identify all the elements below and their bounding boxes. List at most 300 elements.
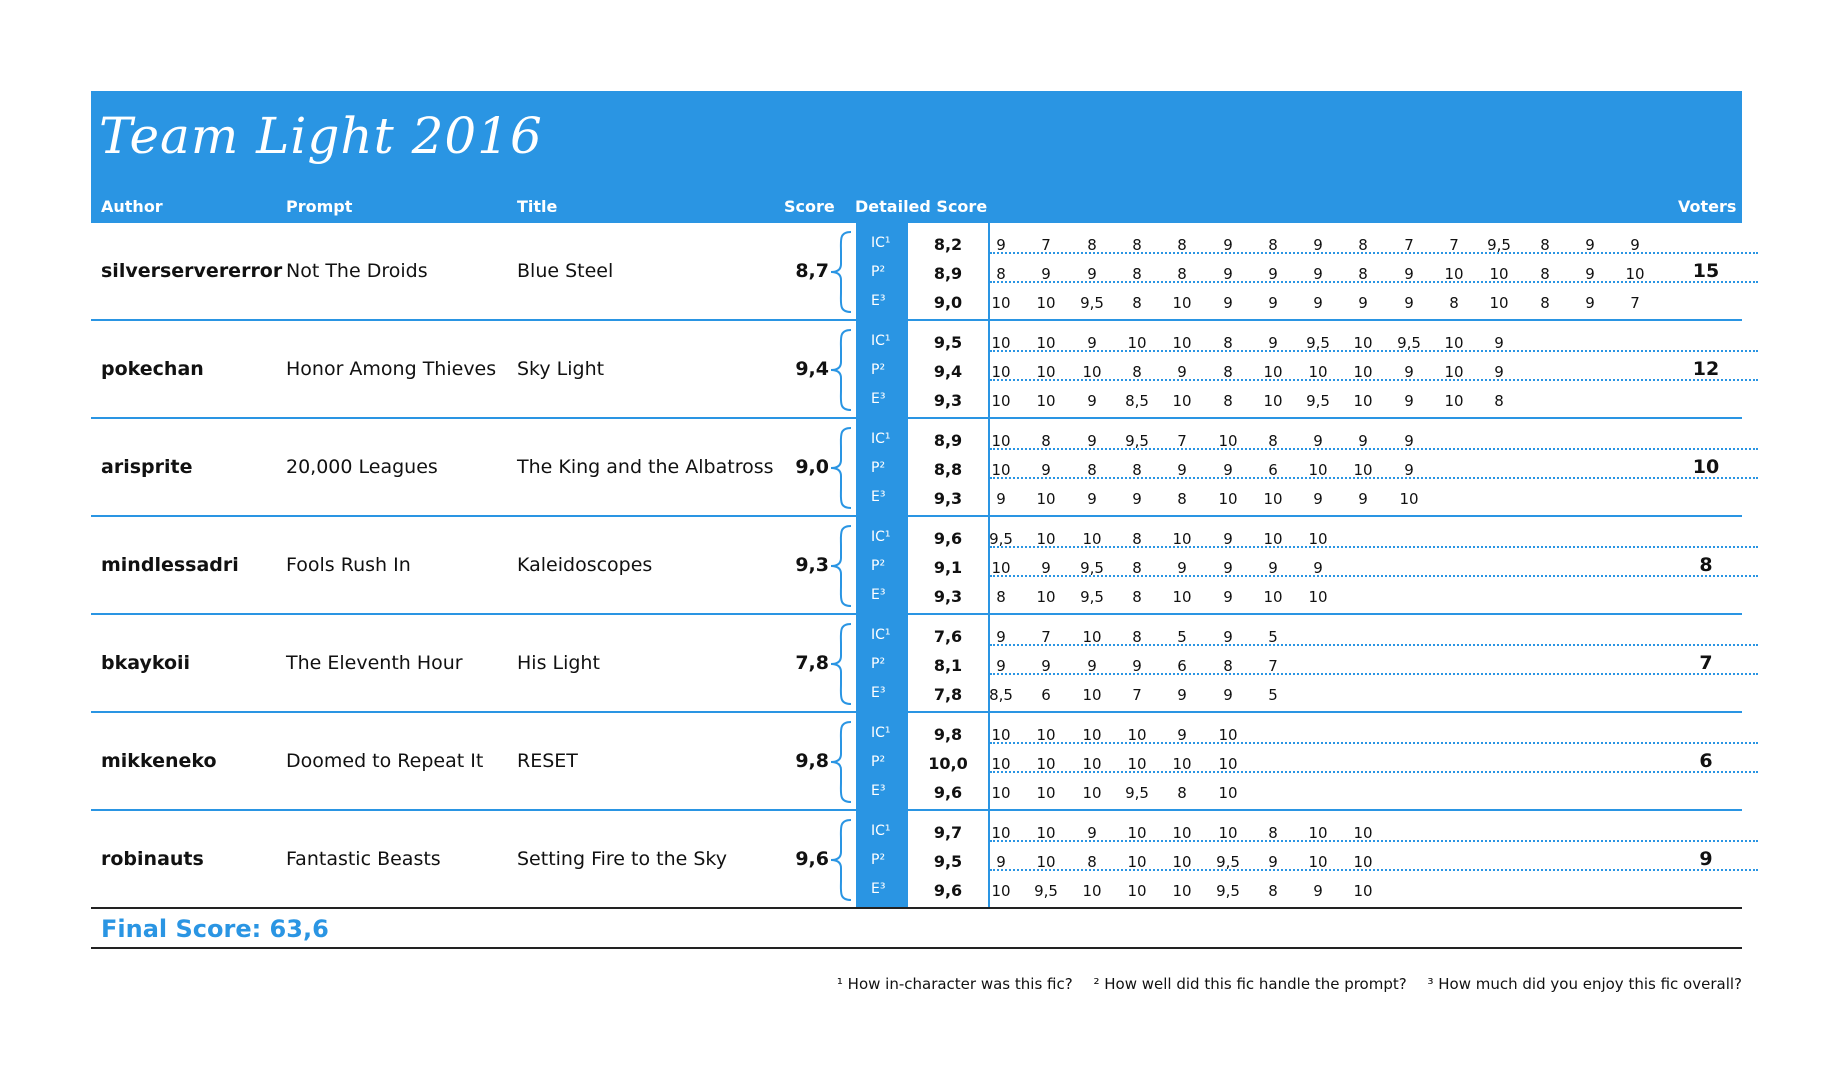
score-table — [91, 223, 1742, 909]
vote-value: 10 — [1489, 294, 1509, 312]
vote-value: 9 — [996, 657, 1006, 675]
vote-value: 10 — [1218, 726, 1238, 744]
vote-value: 8 — [1132, 628, 1142, 646]
criterion-label: E³ — [871, 391, 886, 407]
vote-value: 10 — [991, 392, 1011, 410]
vote-value: 10 — [1353, 882, 1373, 900]
vote-value: 9 — [1268, 294, 1278, 312]
criterion-average: 7,8 — [933, 685, 963, 704]
criterion-average: 9,1 — [933, 558, 963, 577]
row-score: 9,6 — [795, 848, 829, 870]
vote-value: 10 — [1036, 824, 1056, 842]
vote-value: 10 — [991, 824, 1011, 842]
col-header-title: Title — [517, 197, 558, 216]
vote-value: 7 — [1132, 686, 1142, 704]
header-banner — [91, 91, 1742, 223]
vote-value: 10 — [1172, 853, 1192, 871]
vote-value: 9 — [1494, 334, 1504, 352]
vote-value: 9 — [1585, 236, 1595, 254]
vote-value: 10 — [1218, 432, 1238, 450]
final-score-bar — [91, 909, 1742, 949]
vote-value: 9 — [1404, 392, 1414, 410]
vote-value: 10 — [991, 334, 1011, 352]
vote-value: 10 — [1082, 755, 1102, 773]
criterion-label: E³ — [871, 489, 886, 505]
vote-value: 9 — [996, 490, 1006, 508]
vote-value: 6 — [1268, 461, 1278, 479]
col-header-prompt: Prompt — [286, 197, 353, 216]
author-name: mindlessadri — [101, 554, 239, 576]
results-sheet — [91, 91, 1742, 949]
vote-value: 8,5 — [989, 686, 1013, 704]
criterion-average: 8,1 — [933, 656, 963, 675]
vote-value: 7 — [1268, 657, 1278, 675]
vote-value: 9 — [1313, 559, 1323, 577]
vote-value: 10 — [1172, 755, 1192, 773]
criterion-average: 9,6 — [933, 529, 963, 548]
vote-value: 10 — [1036, 294, 1056, 312]
col-header-score: Score — [784, 197, 835, 216]
vote-value: 10 — [1082, 726, 1102, 744]
criterion-average: 8,9 — [933, 264, 963, 283]
criterion-label: IC¹ — [871, 235, 891, 251]
vote-value: 10 — [1444, 392, 1464, 410]
vote-value: 10 — [1444, 363, 1464, 381]
vote-value: 10 — [1172, 824, 1192, 842]
vote-value: 10 — [991, 461, 1011, 479]
row-score: 7,8 — [795, 652, 829, 674]
vote-value: 9 — [1177, 726, 1187, 744]
vote-value: 8 — [1132, 588, 1142, 606]
prompt-name: 20,000 Leagues — [286, 456, 438, 478]
criterion-average: 9,5 — [933, 852, 963, 871]
vote-value: 8 — [1540, 294, 1550, 312]
vote-value: 10 — [1127, 334, 1147, 352]
vote-value: 9 — [1223, 461, 1233, 479]
criterion-average: 7,6 — [933, 627, 963, 646]
criterion-average: 9,7 — [933, 823, 963, 842]
criterion-average: 9,3 — [933, 587, 963, 606]
vote-value: 8 — [1223, 334, 1233, 352]
vote-value: 8 — [1177, 784, 1187, 802]
vote-value: 10 — [1036, 530, 1056, 548]
vote-value: 9 — [1223, 236, 1233, 254]
vote-value: 8 — [1494, 392, 1504, 410]
vote-value: 8 — [1177, 265, 1187, 283]
vote-value: 9 — [996, 628, 1006, 646]
col-header-detailed-score: Detailed Score — [855, 197, 988, 216]
vote-value: 10 — [991, 755, 1011, 773]
author-name: bkaykoii — [101, 652, 191, 674]
vote-value: 10 — [1263, 530, 1283, 548]
fic-title: His Light — [517, 652, 600, 674]
vote-value: 8 — [1132, 363, 1142, 381]
criterion-average: 9,4 — [933, 362, 963, 381]
vote-value: 10 — [1127, 755, 1147, 773]
vote-value: 9 — [996, 236, 1006, 254]
vote-value: 5 — [1177, 628, 1187, 646]
vote-value: 8,5 — [1125, 392, 1149, 410]
vote-value: 8 — [1268, 236, 1278, 254]
vote-value: 9 — [1132, 490, 1142, 508]
vote-value: 9,5 — [1306, 392, 1330, 410]
vote-value: 9 — [1358, 294, 1368, 312]
vote-value: 9 — [1268, 853, 1278, 871]
vote-value: 9 — [1404, 265, 1414, 283]
vote-value: 10 — [1308, 588, 1328, 606]
vote-value: 10 — [1489, 265, 1509, 283]
vote-value: 9,5 — [1080, 559, 1104, 577]
fic-title: RESET — [517, 750, 578, 772]
vote-value: 9 — [1132, 657, 1142, 675]
vote-value: 9 — [1087, 432, 1097, 450]
criterion-label: P² — [871, 264, 886, 280]
vote-value: 9 — [1087, 334, 1097, 352]
footnote-p: ² How well did this fic handle the prompt? — [1093, 975, 1407, 993]
vote-value: 9 — [1494, 363, 1504, 381]
vote-value: 10 — [1172, 530, 1192, 548]
vote-value: 10 — [1172, 294, 1192, 312]
vote-value: 7 — [1177, 432, 1187, 450]
vote-value: 5 — [1268, 628, 1278, 646]
vote-value: 10 — [1353, 824, 1373, 842]
criterion-label: IC¹ — [871, 627, 891, 643]
criterion-average: 9,5 — [933, 333, 963, 352]
vote-value: 10 — [1399, 490, 1419, 508]
vote-value: 8 — [996, 265, 1006, 283]
criterion-label: IC¹ — [871, 431, 891, 447]
vote-value: 8 — [1087, 461, 1097, 479]
vote-value: 10 — [991, 559, 1011, 577]
criterion-average: 8,8 — [933, 460, 963, 479]
vote-value: 8 — [1177, 236, 1187, 254]
vote-value: 10 — [991, 726, 1011, 744]
vote-value: 8 — [1132, 236, 1142, 254]
row-score: 9,8 — [795, 750, 829, 772]
vote-value: 9 — [1177, 363, 1187, 381]
prompt-name: Fantastic Beasts — [286, 848, 441, 870]
vote-value: 9,5 — [1125, 784, 1149, 802]
vote-value: 8 — [996, 588, 1006, 606]
col-header-voters: Voters — [1678, 197, 1737, 216]
vote-value: 10 — [1353, 392, 1373, 410]
vote-value: 8 — [1540, 236, 1550, 254]
curly-brace-icon — [827, 426, 855, 510]
fic-title: Blue Steel — [517, 260, 614, 282]
vote-value: 9 — [1313, 236, 1323, 254]
vote-value: 8 — [1223, 363, 1233, 381]
vote-value: 10 — [1172, 588, 1192, 606]
vote-value: 8 — [1268, 824, 1278, 842]
vote-value: 9,5 — [1216, 853, 1240, 871]
vote-value: 10 — [1218, 490, 1238, 508]
vote-value: 9,5 — [1216, 882, 1240, 900]
vote-value: 10 — [1263, 363, 1283, 381]
curly-brace-icon — [827, 524, 855, 608]
vote-value: 9 — [1087, 392, 1097, 410]
vote-value: 9 — [1041, 657, 1051, 675]
vote-value: 10 — [1036, 784, 1056, 802]
voter-count: 10 — [1692, 456, 1720, 478]
fic-title: Kaleidoscopes — [517, 554, 653, 576]
vote-value: 10 — [1127, 882, 1147, 900]
row-score: 9,0 — [795, 456, 829, 478]
vote-value: 9 — [1268, 265, 1278, 283]
criterion-label: E³ — [871, 293, 886, 309]
vote-value: 8 — [1358, 265, 1368, 283]
vote-value: 9,5 — [1397, 334, 1421, 352]
criterion-label: IC¹ — [871, 725, 891, 741]
criterion-label: E³ — [871, 685, 886, 701]
vote-value: 10 — [1082, 628, 1102, 646]
criterion-label: E³ — [871, 587, 886, 603]
criterion-average: 10,0 — [928, 754, 968, 773]
criterion-label: IC¹ — [871, 823, 891, 839]
team-row — [91, 713, 1742, 811]
vote-value: 8 — [1223, 657, 1233, 675]
prompt-name: The Eleventh Hour — [286, 652, 463, 674]
vote-value: 9 — [1404, 363, 1414, 381]
vote-value: 10 — [1444, 334, 1464, 352]
author-name: robinauts — [101, 848, 204, 870]
voter-count: 15 — [1692, 260, 1720, 282]
vote-value: 10 — [1036, 490, 1056, 508]
vote-value: 10 — [1172, 392, 1192, 410]
vote-value: 9 — [1630, 236, 1640, 254]
curly-brace-icon — [827, 818, 855, 902]
fic-title: Sky Light — [517, 358, 605, 380]
vote-value: 10 — [1036, 392, 1056, 410]
vote-value: 9 — [1087, 657, 1097, 675]
vote-value: 10 — [1308, 853, 1328, 871]
voter-count: 7 — [1699, 652, 1713, 674]
vote-value: 9 — [1404, 461, 1414, 479]
criterion-label: P² — [871, 460, 886, 476]
vote-value: 10 — [1172, 882, 1192, 900]
vote-value: 7 — [1041, 236, 1051, 254]
vote-value: 9 — [1404, 432, 1414, 450]
vote-value: 8 — [1540, 265, 1550, 283]
vote-value: 10 — [1308, 824, 1328, 842]
criterion-average: 9,6 — [933, 881, 963, 900]
criterion-average: 9,3 — [933, 391, 963, 410]
vote-value: 9 — [1404, 294, 1414, 312]
col-header-author: Author — [101, 197, 163, 216]
voter-count: 9 — [1699, 848, 1713, 870]
vote-value: 10 — [1127, 824, 1147, 842]
footnotes — [91, 975, 1742, 993]
curly-brace-icon — [827, 328, 855, 412]
vote-value: 8 — [1177, 490, 1187, 508]
vote-value: 10 — [1308, 363, 1328, 381]
vote-value: 10 — [1353, 334, 1373, 352]
criterion-label: P² — [871, 656, 886, 672]
fic-title: The King and the Albatross — [517, 456, 774, 478]
team-row — [91, 517, 1742, 615]
vote-value: 8 — [1132, 294, 1142, 312]
vote-value: 10 — [1036, 363, 1056, 381]
vote-value: 9 — [1313, 432, 1323, 450]
vote-value: 9 — [1177, 686, 1187, 704]
vote-value: 6 — [1177, 657, 1187, 675]
vote-value: 9,5 — [1034, 882, 1058, 900]
prompt-name: Honor Among Thieves — [286, 358, 497, 380]
author-name: silverservererror — [101, 260, 283, 282]
vote-value: 9 — [1313, 490, 1323, 508]
vote-value: 9 — [1087, 490, 1097, 508]
vote-value: 10 — [1127, 853, 1147, 871]
criterion-label: P² — [871, 362, 886, 378]
vote-value: 10 — [1036, 853, 1056, 871]
vote-value: 9 — [1223, 686, 1233, 704]
team-row — [91, 615, 1742, 713]
vote-value: 10 — [1036, 726, 1056, 744]
vote-value: 5 — [1268, 686, 1278, 704]
criterion-label: E³ — [871, 783, 886, 799]
team-row — [91, 419, 1742, 517]
vote-value: 10 — [991, 784, 1011, 802]
criterion-label: P² — [871, 558, 886, 574]
vote-value: 6 — [1041, 686, 1051, 704]
criterion-average: 9,6 — [933, 783, 963, 802]
vote-value: 9,5 — [1125, 432, 1149, 450]
vote-value: 9,5 — [1487, 236, 1511, 254]
vote-value: 10 — [1353, 853, 1373, 871]
vote-value: 10 — [991, 882, 1011, 900]
vote-value: 8 — [1132, 559, 1142, 577]
vote-value: 9 — [1313, 294, 1323, 312]
footnote-e: ³ How much did you enjoy this fic overall? — [1427, 975, 1742, 993]
vote-value: 9,5 — [1080, 294, 1104, 312]
vote-value: 8 — [1132, 461, 1142, 479]
vote-value: 8 — [1449, 294, 1459, 312]
vote-value: 10 — [1263, 490, 1283, 508]
vote-value: 9 — [1223, 265, 1233, 283]
criterion-average: 9,3 — [933, 489, 963, 508]
vote-value: 9 — [1313, 882, 1323, 900]
vote-value: 9 — [1313, 265, 1323, 283]
vote-value: 10 — [1444, 265, 1464, 283]
curly-brace-icon — [827, 622, 855, 706]
criterion-label: IC¹ — [871, 333, 891, 349]
vote-value: 10 — [1353, 363, 1373, 381]
voter-count: 6 — [1699, 750, 1713, 772]
vote-value: 10 — [1082, 784, 1102, 802]
row-score: 8,7 — [795, 260, 829, 282]
vote-value: 9 — [1223, 628, 1233, 646]
author-name: pokechan — [101, 358, 204, 380]
vote-value: 7 — [1041, 628, 1051, 646]
vote-value: 9 — [1087, 265, 1097, 283]
criterion-label: P² — [871, 852, 886, 868]
criterion-label: IC¹ — [871, 529, 891, 545]
vote-value: 9 — [1358, 432, 1368, 450]
curly-brace-icon — [827, 720, 855, 804]
vote-value: 10 — [1308, 461, 1328, 479]
vote-value: 8 — [1132, 530, 1142, 548]
vote-value: 7 — [1449, 236, 1459, 254]
vote-value: 9 — [1041, 559, 1051, 577]
vote-value: 10 — [1353, 461, 1373, 479]
vote-value: 9,5 — [989, 530, 1013, 548]
vote-value: 9 — [996, 853, 1006, 871]
vote-value: 8 — [1223, 392, 1233, 410]
vote-value: 10 — [1263, 588, 1283, 606]
vote-value: 9 — [1268, 334, 1278, 352]
row-score: 9,3 — [795, 554, 829, 576]
vote-value: 9 — [1177, 559, 1187, 577]
criterion-label: E³ — [871, 881, 886, 897]
vote-value: 10 — [1082, 686, 1102, 704]
vote-value: 8 — [1087, 236, 1097, 254]
vote-value: 10 — [1036, 334, 1056, 352]
voter-count: 12 — [1692, 358, 1720, 380]
voter-count: 8 — [1699, 554, 1713, 576]
vote-value: 10 — [1263, 392, 1283, 410]
prompt-name: Fools Rush In — [286, 554, 411, 576]
team-row — [91, 223, 1742, 321]
criterion-average: 8,9 — [933, 431, 963, 450]
vote-value: 8 — [1041, 432, 1051, 450]
vote-value: 9 — [1585, 294, 1595, 312]
criterion-label: P² — [871, 754, 886, 770]
vote-value: 10 — [1082, 530, 1102, 548]
vote-value: 9,5 — [1080, 588, 1104, 606]
vote-value: 10 — [1218, 784, 1238, 802]
team-row — [91, 321, 1742, 419]
criterion-average: 9,0 — [933, 293, 963, 312]
final-score: Final Score: 63,6 — [101, 915, 329, 943]
author-name: mikkeneko — [101, 750, 217, 772]
vote-value: 10 — [1036, 755, 1056, 773]
vote-value: 9 — [1223, 588, 1233, 606]
vote-value: 9 — [1041, 265, 1051, 283]
vote-value: 8 — [1268, 882, 1278, 900]
row-score: 9,4 — [795, 358, 829, 380]
vote-value: 9 — [1223, 530, 1233, 548]
prompt-name: Not The Droids — [286, 260, 428, 282]
vote-value: 10 — [1308, 530, 1328, 548]
vote-value: 10 — [1082, 363, 1102, 381]
vote-value: 9 — [1585, 265, 1595, 283]
vote-value: 10 — [1082, 882, 1102, 900]
vote-value: 8 — [1268, 432, 1278, 450]
vote-value: 10 — [991, 294, 1011, 312]
vote-value: 9 — [1268, 559, 1278, 577]
curly-brace-icon — [827, 230, 855, 314]
banner-title: Team Light 2016 — [99, 107, 543, 165]
vote-value: 10 — [1218, 755, 1238, 773]
vote-value: 10 — [991, 363, 1011, 381]
prompt-name: Doomed to Repeat It — [286, 750, 484, 772]
author-name: arisprite — [101, 456, 193, 478]
vote-value: 10 — [991, 432, 1011, 450]
vote-value: 9 — [1223, 559, 1233, 577]
vote-value: 10 — [1036, 588, 1056, 606]
vote-value: 9,5 — [1306, 334, 1330, 352]
fic-title: Setting Fire to the Sky — [517, 848, 727, 870]
vote-value: 10 — [1172, 334, 1192, 352]
footnote-ic: ¹ How in-character was this fic? — [836, 975, 1073, 993]
criterion-average: 8,2 — [933, 235, 963, 254]
vote-value: 9 — [1358, 490, 1368, 508]
vote-value: 9 — [1041, 461, 1051, 479]
vote-value: 7 — [1404, 236, 1414, 254]
vote-value: 7 — [1630, 294, 1640, 312]
vote-value: 10 — [1127, 726, 1147, 744]
criterion-average: 9,8 — [933, 725, 963, 744]
vote-value: 8 — [1358, 236, 1368, 254]
